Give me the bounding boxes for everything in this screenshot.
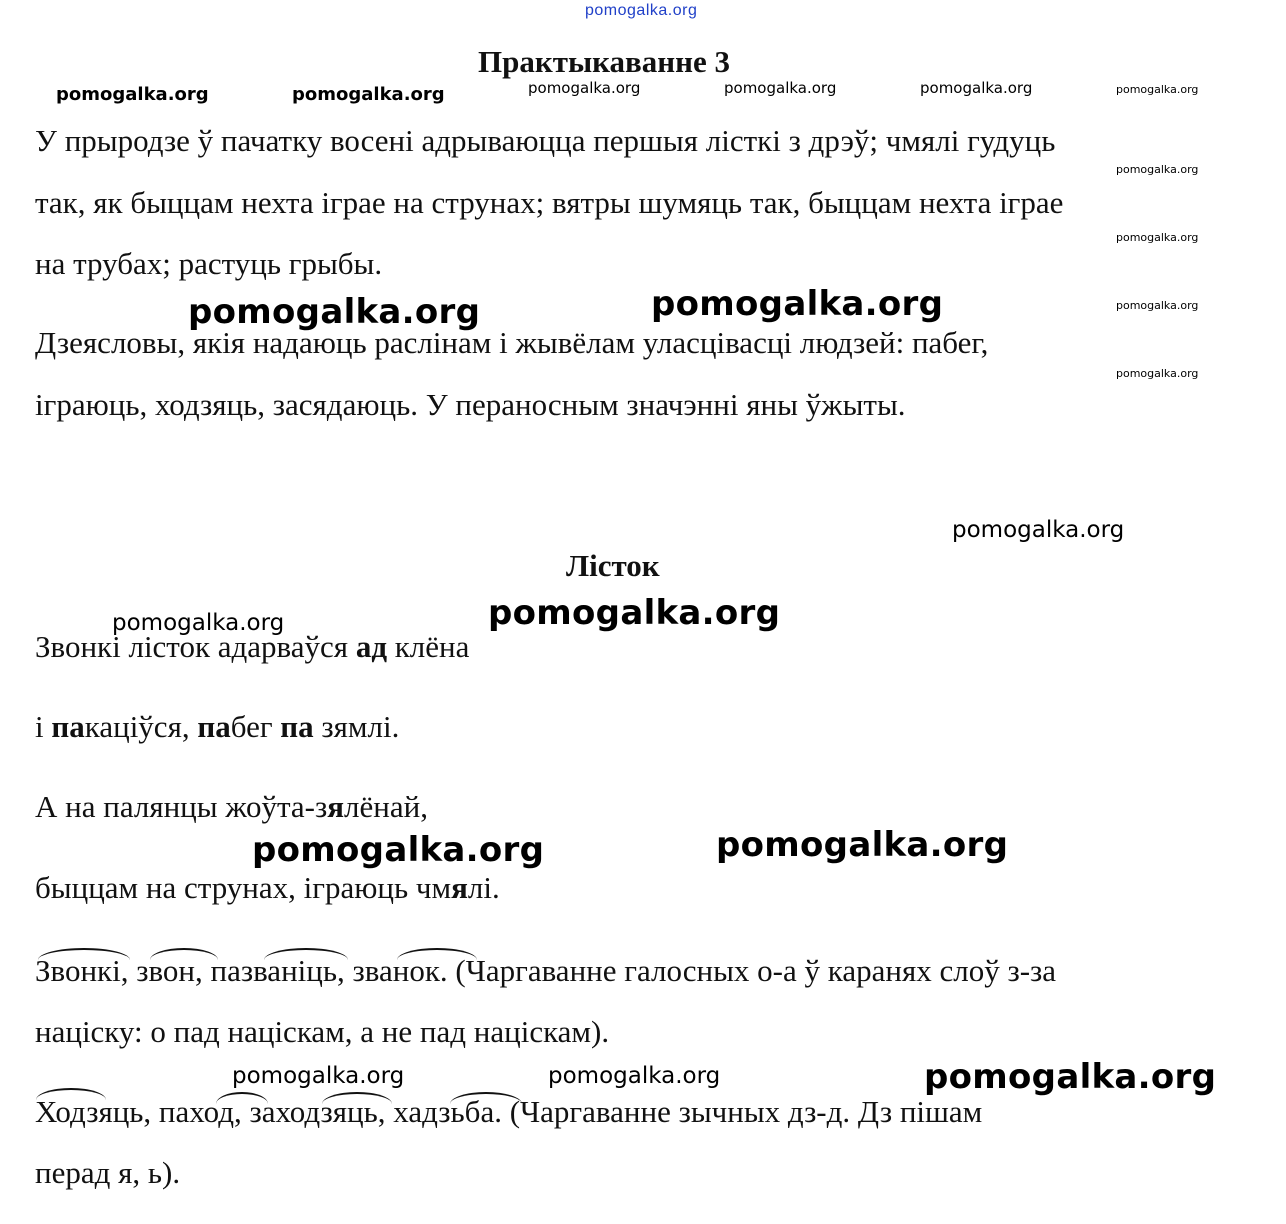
watermark: pomogalka.org — [188, 292, 481, 332]
watermark: pomogalka.org — [488, 593, 781, 633]
watermark: pomogalka.org — [232, 1063, 405, 1089]
watermark: pomogalka.org — [252, 830, 545, 870]
paragraph-line: Звонкі, звон, пазваніць, званок. (Чаргаванне галосных о-а ў каранях слоў з-за — [35, 953, 1057, 988]
poem-line: быццам на струнах, іграюць чмялі. — [35, 870, 500, 905]
poem-line: і пакаціўся, пабег па зямлі. — [35, 709, 400, 744]
watermark: pomogalka.org — [528, 79, 641, 97]
watermark: pomogalka.org — [1116, 163, 1199, 176]
watermark: pomogalka.org — [724, 79, 837, 97]
watermark: pomogalka.org — [1116, 231, 1199, 244]
poem-title: Лісток — [566, 548, 660, 583]
poem-line: А на палянцы жоўта-зялёнай, — [35, 789, 428, 824]
watermark: pomogalka.org — [112, 610, 285, 636]
watermark: pomogalka.org — [716, 825, 1009, 865]
watermark: pomogalka.org — [56, 84, 209, 105]
paragraph-line: перад я, ь). — [35, 1155, 181, 1190]
watermark: pomogalka.org — [920, 79, 1033, 97]
watermark: pomogalka.org — [292, 84, 445, 105]
watermark: pomogalka.org — [548, 1063, 721, 1089]
watermark: pomogalka.org — [1116, 83, 1199, 96]
paragraph-line: У прыродзе ў пачатку восені адрываюцца першыя лісткі з дрэў; чмялі гудуць — [35, 123, 1056, 158]
paragraph-line: так, як быццам нехта іграе на струнах; вятры шумяць так, быццам нехта іграе — [35, 185, 1064, 220]
paragraph-line: націску: о пад націскам, а не пад націскам). — [35, 1014, 610, 1049]
watermark: pomogalka.org — [952, 517, 1125, 543]
watermark: pomogalka.org — [924, 1057, 1217, 1097]
poem-line: Звонкі лісток адарваўся ад клёна — [35, 629, 470, 664]
paragraph-line: Дзеясловы, якія надаюць раслінам і жывёлам уласцівасці людзей: пабег, — [35, 325, 989, 360]
watermark-top: pomogalka.org — [585, 2, 698, 19]
paragraph-line: Ходзяць, паход, заходзяць, хадзьба. (Чаргаванне зычных дз-д. Дз пішам — [35, 1094, 983, 1129]
page-title: Практыкаванне 3 — [478, 44, 731, 79]
paragraph-line: іграюць, ходзяць, засядаюць. У пераносным значэнні яны ўжыты. — [35, 387, 906, 422]
paragraph-line: на трубах; растуць грыбы. — [35, 246, 383, 281]
watermark: pomogalka.org — [1116, 367, 1199, 380]
watermark: pomogalka.org — [651, 284, 944, 324]
watermark: pomogalka.org — [1116, 299, 1199, 312]
